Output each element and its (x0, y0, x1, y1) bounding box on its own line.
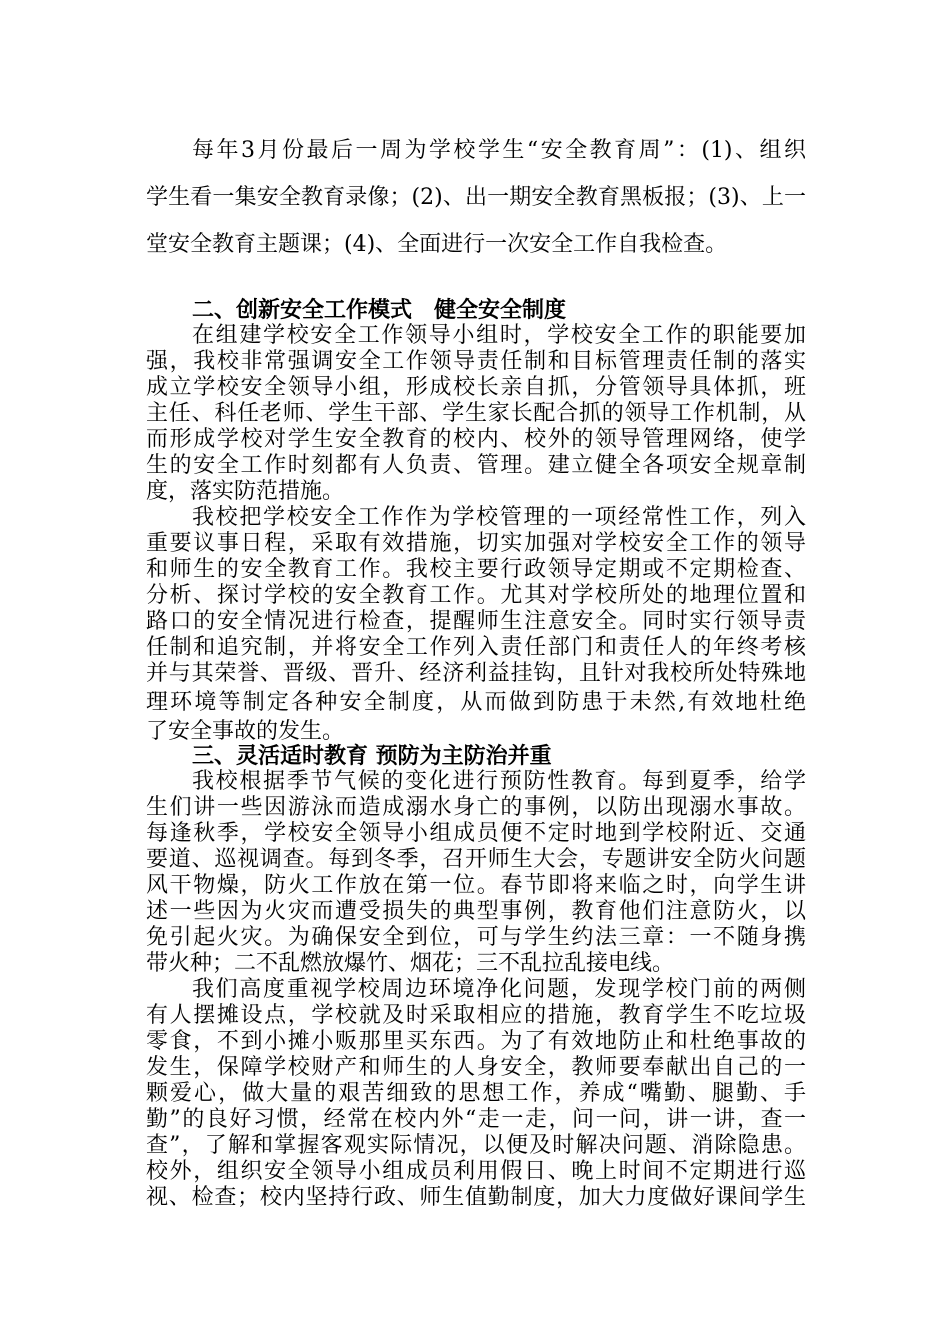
paragraph-line: 零食，不到小摊小贩那里买东西。为了有效地防止和杜绝事故的 (146, 1029, 806, 1054)
paragraph-line: 我校根据季节气候的变化进行预防性教育。每到夏季，给学 (192, 769, 806, 794)
paragraph-line: 理环境等制定各种安全制度，从而做到防患于未然,有效地杜绝 (146, 690, 806, 715)
paragraph-line: 和师生的安全教育工作。我校主要行政领导定期或不定期检查、 (146, 557, 806, 582)
paragraph-line: 查”，了解和掌握客观实际情况，以便及时解决问题、消除隐患。 (146, 1133, 806, 1158)
paragraph-line: 路口的安全情况进行检查，提醒师生注意安全。同时实行领导责 (146, 609, 806, 634)
paragraph-line: 了安全事故的发生。 (146, 719, 345, 744)
paragraph-line: 生的安全工作时刻都有人负责、管理。建立健全各项安全规章制 (146, 453, 806, 478)
paragraph-line: 在组建学校安全工作领导小组时，学校安全工作的职能要加 (192, 323, 806, 348)
paragraph-line: 要道、巡视调查。每到冬季，召开师生大会，专题讲安全防火问题 (146, 847, 806, 872)
paragraph-line: 强，我校非常强调安全工作领导责任制和目标管理责任制的落实 (146, 349, 806, 374)
paragraph-line: 重要议事日程，采取有效措施，切实加强对学校安全工作的领导 (146, 531, 806, 556)
paragraph-line: 每逢秋季，学校安全领导小组成员便不定时地到学校附近、交通 (146, 821, 806, 846)
paragraph-line: 勤”的良好习惯，经常在校内外“走一走，问一问，讲一讲，查一 (146, 1107, 806, 1132)
paragraph-line: 颗爱心，做大量的艰苦细致的思想工作，养成“嘴勤、腿勤、手 (146, 1081, 806, 1106)
paragraph-line: 有人摆摊设点，学校就及时采取相应的措施，教育学生不吃垃圾 (146, 1003, 806, 1028)
paragraph-line: 主任、科任老师、学生干部、学生家长配合抓的领导工作机制，从 (146, 401, 806, 426)
intro-line: 学生看一集安全教育录像；(2)、出一期安全教育黑板报；(3)、上一 (146, 185, 806, 210)
intro-line: 堂安全教育主题课；(4)、全面进行一次安全工作自我检查。 (146, 232, 728, 257)
paragraph-line: 并与其荣誉、晋级、晋升、经济利益挂钩，且针对我校所处特殊地 (146, 661, 806, 686)
paragraph-line: 校外，组织安全领导小组成员利用假日、晚上时间不定期进行巡 (146, 1159, 806, 1184)
paragraph-line: 而形成学校对学生安全教育的校内、校外的领导管理网络，使学 (146, 427, 806, 452)
paragraph-line: 任制和追究制，并将安全工作列入责任部门和责任人的年终考核 (146, 635, 806, 660)
paragraph-line: 我校把学校安全工作作为学校管理的一项经常性工作，列入 (192, 505, 806, 530)
paragraph-line: 免引起火灾。为确保安全到位，可与学生约法三章：一不随身携 (146, 925, 806, 950)
paragraph-line: 分析、探讨学校的安全教育工作。尤其对学校所处的地理位置和 (146, 583, 806, 608)
section-heading: 三、灵活适时教育 预防为主防治并重 (192, 743, 552, 769)
section-heading: 二、创新安全工作模式 健全安全制度 (192, 297, 567, 323)
paragraph-line: 述一些因为火灾而遭受损失的典型事例，教育他们注意防火，以 (146, 899, 806, 924)
paragraph-line: 生们讲一些因游泳而造成溺水身亡的事例，以防出现溺水事故。 (146, 795, 806, 820)
paragraph-line: 视、检查；校内坚持行政、师生值勤制度，加大力度做好课间学生 (146, 1185, 806, 1210)
paragraph-line: 度，落实防范措施。 (146, 479, 345, 504)
intro-line: 每年3月份最后一周为学校学生“安全教育周”：(1)、组织 (192, 138, 806, 163)
paragraph-line: 风干物燥，防火工作放在第一位。春节即将来临之时，向学生讲 (146, 873, 806, 898)
paragraph-line: 成立学校安全领导小组，形成校长亲自抓，分管领导具体抓，班 (146, 375, 806, 400)
paragraph-line: 发生，保障学校财产和师生的人身安全，教师要奉献出自己的一 (146, 1055, 806, 1080)
paragraph-line: 我们高度重视学校周边环境净化问题，发现学校门前的两侧 (192, 977, 806, 1002)
paragraph-line: 带火种；二不乱燃放爆竹、烟花；三不乱拉乱接电线。 (146, 951, 675, 976)
